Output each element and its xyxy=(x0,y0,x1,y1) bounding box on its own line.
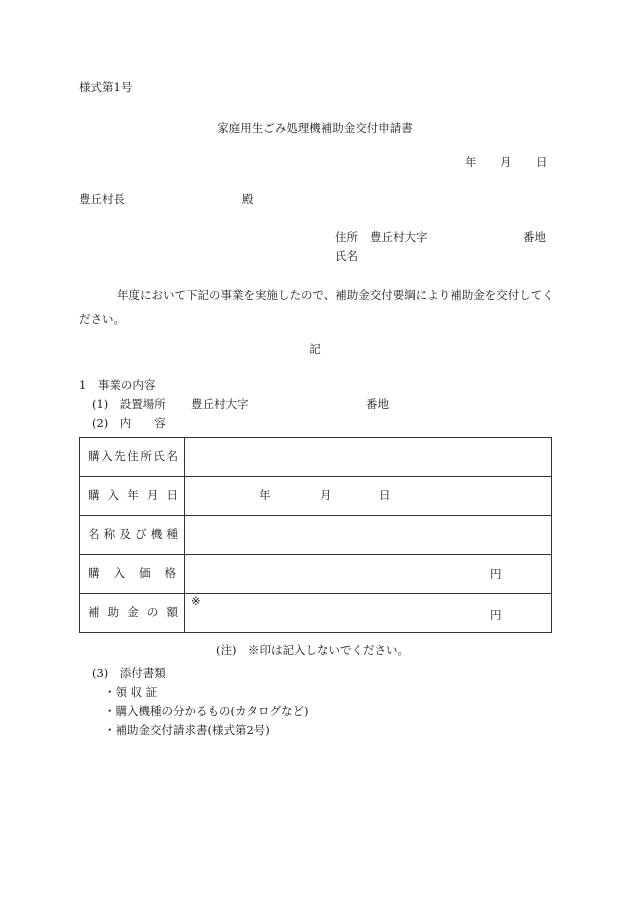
purchase-date-label-cell xyxy=(80,477,185,516)
label-char: 購 xyxy=(88,566,100,581)
table-row xyxy=(80,594,552,633)
label-char: び xyxy=(135,527,147,542)
label-char: 価 xyxy=(139,566,151,581)
label-char: 住 xyxy=(127,449,139,464)
label-char: 入 xyxy=(107,488,120,503)
label-char: 額 xyxy=(166,605,178,620)
attachment-item: ・購入機種の分かるもの(カタログなど) xyxy=(104,704,309,718)
addressee-name: 豊丘村長 xyxy=(79,192,125,206)
label-char: 購 xyxy=(88,449,100,464)
label-char: 格 xyxy=(164,566,176,581)
purchase-date-value-cell[interactable] xyxy=(185,477,552,516)
attachment-item: ・領 収 証 xyxy=(104,685,158,699)
label-char: 助 xyxy=(107,605,120,620)
attachment-item: ・補助金交付請求書(様式第2号) xyxy=(104,723,270,737)
table-row xyxy=(80,516,552,555)
label-char: 補 xyxy=(88,605,100,620)
label-char: 所 xyxy=(140,449,152,464)
table-note: (注) ※印は記入しないでください。 xyxy=(216,643,409,657)
subsidy-mark: ※ xyxy=(191,594,201,608)
purchase-table xyxy=(79,437,552,633)
install-location-value: 豊丘村大字 xyxy=(191,397,249,411)
label-char: 種 xyxy=(166,527,178,542)
label-char: 入 xyxy=(113,566,125,581)
name-label: 氏名 xyxy=(335,249,358,263)
purchase-month: 月 xyxy=(320,488,332,502)
label-char: 年 xyxy=(127,488,139,503)
label-char: 氏 xyxy=(153,449,165,464)
table-row xyxy=(80,438,552,477)
model-value-cell[interactable] xyxy=(185,516,552,555)
subsidy-value-cell xyxy=(185,594,552,633)
label-char: 日 xyxy=(166,488,178,503)
label-char: 名 xyxy=(166,449,178,464)
date-year: 年 xyxy=(465,155,477,169)
label-char: 金 xyxy=(127,605,139,620)
label-char: 名 xyxy=(88,527,100,542)
price-label-cell xyxy=(80,555,185,594)
install-location-label: (1) 設置場所 xyxy=(92,397,166,411)
label-char: 購 xyxy=(88,488,100,503)
model-label-cell xyxy=(80,516,185,555)
subsidy-unit: 円 xyxy=(490,608,502,622)
label-char: 機 xyxy=(150,527,163,542)
price-unit: 円 xyxy=(490,567,502,581)
ki-heading: 記 xyxy=(309,342,321,356)
label-char: 及 xyxy=(119,527,131,542)
purchaser-value-cell[interactable] xyxy=(185,438,552,477)
body-paragraph: 年度において下記の事業を実施したので、補助金交付要綱により補助金を交付してください。 xyxy=(79,288,554,326)
addressee-honorific: 殿 xyxy=(242,192,254,206)
date-month: 月 xyxy=(500,155,512,169)
form-number: 様式第1号 xyxy=(79,80,133,94)
address-value: 豊丘村大字 xyxy=(370,230,428,244)
purchaser-label-cell xyxy=(80,438,185,477)
date-day: 日 xyxy=(536,155,548,169)
label-char: 称 xyxy=(103,527,116,542)
purchase-day: 日 xyxy=(379,488,391,502)
purchase-year: 年 xyxy=(259,488,271,502)
address-label: 住所 xyxy=(335,230,358,244)
label-char: の xyxy=(146,605,159,620)
label-char: 先 xyxy=(114,449,126,464)
section1-heading: 1 事業の内容 xyxy=(79,378,156,392)
label-char: 月 xyxy=(146,488,159,503)
address-suffix: 番地 xyxy=(523,230,546,244)
subsidy-label-cell xyxy=(80,594,185,633)
price-value-cell[interactable] xyxy=(185,555,552,594)
table-row xyxy=(80,555,552,594)
label-char: 入 xyxy=(101,449,113,464)
section3-heading: (3) 添付書類 xyxy=(92,666,166,680)
install-location-suffix: 番地 xyxy=(366,397,389,411)
page-title: 家庭用生ごみ処理機補助金交付申請書 xyxy=(217,121,413,135)
table-row xyxy=(80,477,552,516)
content-label: (2) 内 容 xyxy=(92,416,166,430)
